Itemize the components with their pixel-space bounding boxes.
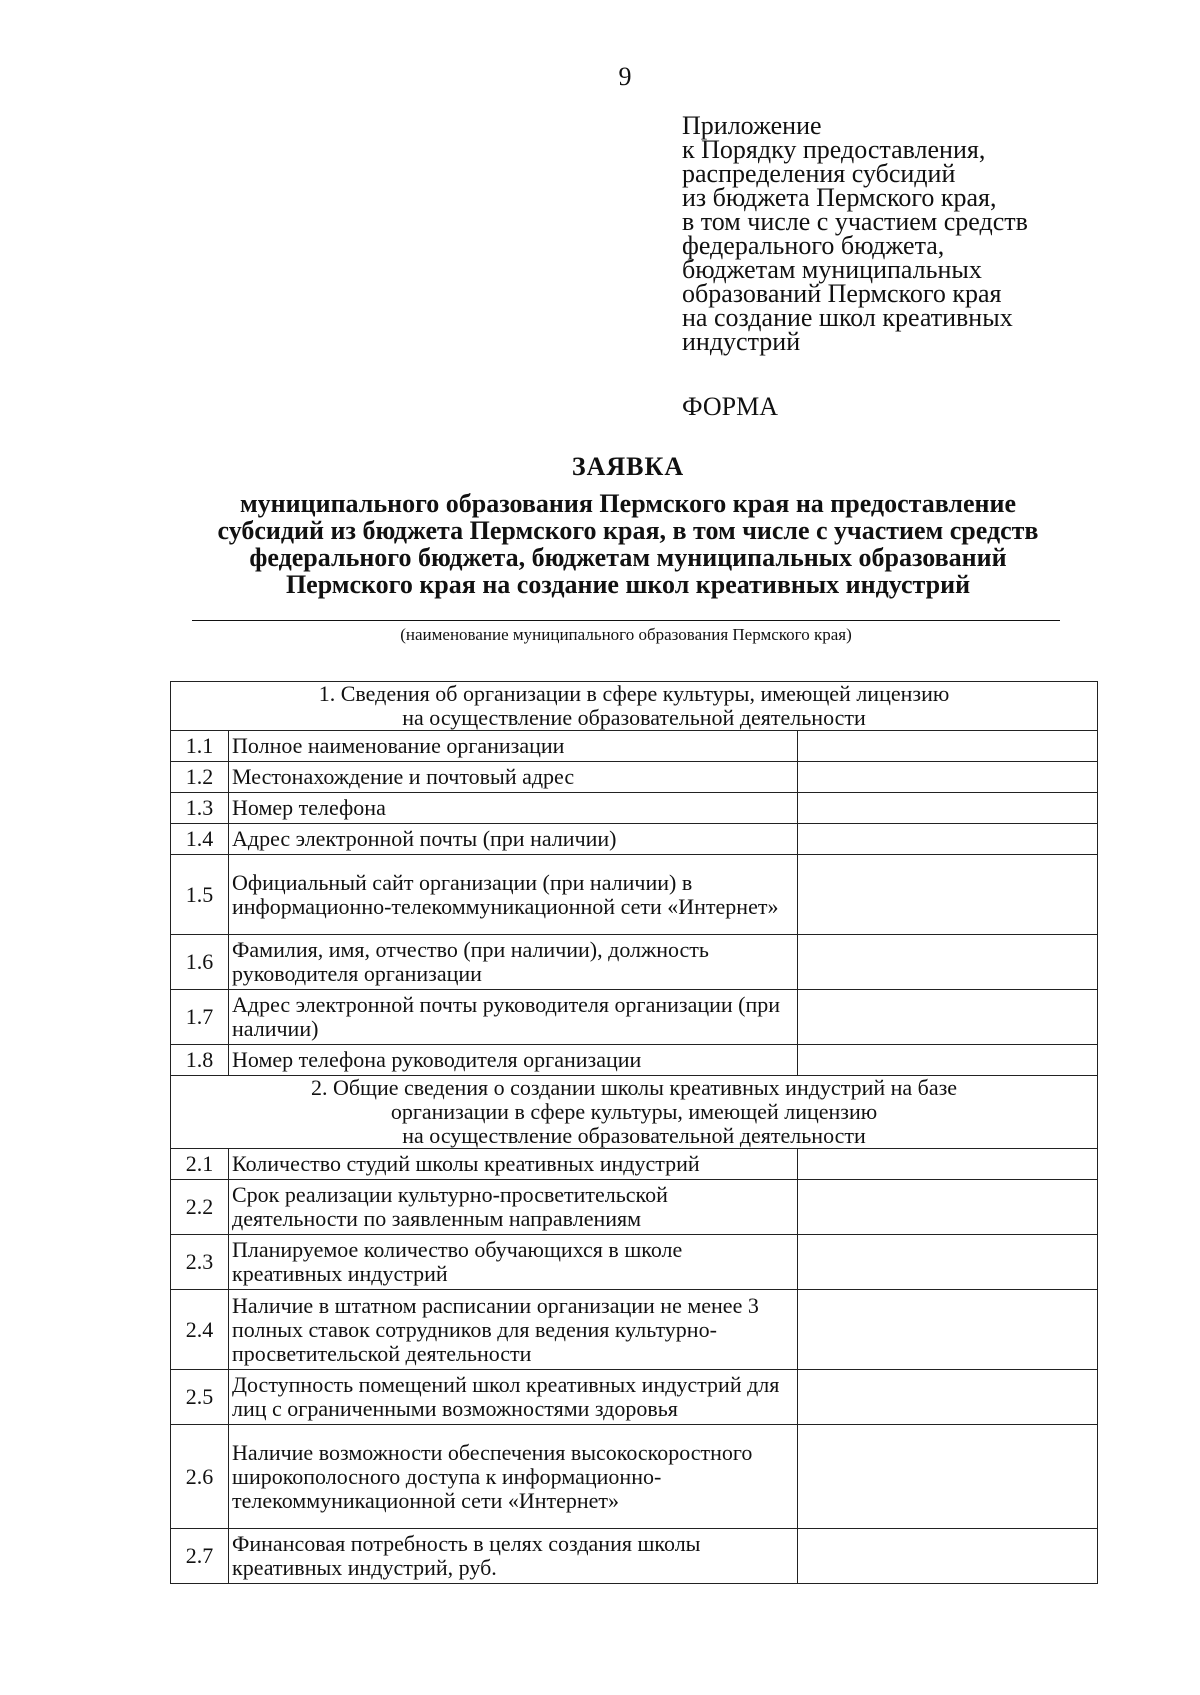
subtitle-line: федерального бюджета, бюджетам муниципальных образований xyxy=(249,543,1007,572)
row-value-cell[interactable] xyxy=(798,1045,1098,1076)
row-label: Местонахождение и почтовый адрес xyxy=(229,762,798,793)
row-label: Количество студий школы креативных индустрий xyxy=(229,1149,798,1180)
appendix-note xyxy=(682,111,1122,356)
row-value-cell[interactable] xyxy=(798,990,1098,1045)
subtitle-line: Пермского края на создание школ креативных индустрий xyxy=(285,570,971,599)
row-value-cell[interactable] xyxy=(798,1529,1098,1584)
row-label: Финансовая потребность в целях создания школы креативных индустрий, руб. xyxy=(229,1529,798,1584)
section1-heading xyxy=(171,682,1098,731)
row-label: Доступность помещений школ креативных индустрий для лиц с ограниченными возможностями здоровья xyxy=(229,1370,798,1425)
row-label: Номер телефона руководителя организации xyxy=(229,1045,798,1076)
table-row xyxy=(171,731,1098,762)
row-value-cell[interactable] xyxy=(798,1149,1098,1180)
row-number: 1.6 xyxy=(171,935,229,990)
row-value-cell[interactable] xyxy=(798,855,1098,935)
row-value-cell[interactable] xyxy=(798,1180,1098,1235)
table-row xyxy=(171,1149,1098,1180)
row-label: Адрес электронной почты (при наличии) xyxy=(229,824,798,855)
row-label: Полное наименование организации xyxy=(229,731,798,762)
row-value-cell[interactable] xyxy=(798,1370,1098,1425)
table-row xyxy=(171,1235,1098,1290)
row-label: Наличие возможности обеспечения высокоскоростного широкополосного доступа к информационно-телекоммуникационной сети «Интернет» xyxy=(229,1425,798,1529)
row-number: 2.1 xyxy=(171,1149,229,1180)
appendix-line: бюджетам муниципальных xyxy=(682,255,982,284)
row-number: 1.3 xyxy=(171,793,229,824)
row-number: 2.7 xyxy=(171,1529,229,1584)
row-number: 2.5 xyxy=(171,1370,229,1425)
table-row xyxy=(171,990,1098,1045)
table-row xyxy=(171,1529,1098,1584)
section-heading-row xyxy=(171,1076,1098,1149)
row-number: 1.7 xyxy=(171,990,229,1045)
section1-heading-line: 1. Сведения об организации в сфере культуры, имеющей лицензию xyxy=(318,681,950,706)
section-heading-row xyxy=(171,682,1098,731)
table-row xyxy=(171,855,1098,935)
row-number: 2.4 xyxy=(171,1290,229,1370)
row-value-cell[interactable] xyxy=(798,793,1098,824)
section2-heading-line: на осуществление образовательной деятельности xyxy=(402,1123,866,1148)
row-number: 1.5 xyxy=(171,855,229,935)
table-row xyxy=(171,762,1098,793)
table-row xyxy=(171,793,1098,824)
appendix-line: в том числе с участием средств xyxy=(682,207,1028,236)
row-number: 1.8 xyxy=(171,1045,229,1076)
row-label: Фамилия, имя, отчество (при наличии), должность руководителя организации xyxy=(229,935,798,990)
row-number: 1.4 xyxy=(171,824,229,855)
appendix-line: Приложение xyxy=(682,111,822,140)
row-number: 2.6 xyxy=(171,1425,229,1529)
row-label: Срок реализации культурно-просветительской деятельности по заявленным направлениям xyxy=(229,1180,798,1235)
page-number: 9 xyxy=(618,62,632,91)
section2-heading xyxy=(171,1076,1098,1149)
document-title: ЗАЯВКА xyxy=(571,452,685,481)
table-row xyxy=(171,824,1098,855)
appendix-line: на создание школ креативных xyxy=(682,303,1013,332)
section1-heading-line: на осуществление образовательной деятельности xyxy=(402,705,866,730)
row-value-cell[interactable] xyxy=(798,762,1098,793)
row-value-cell[interactable] xyxy=(798,731,1098,762)
section2-heading-line: организации в сфере культуры, имеющей лицензию xyxy=(390,1099,878,1124)
row-value-cell[interactable] xyxy=(798,935,1098,990)
row-label: Официальный сайт организации (при наличии) в информационно-телекоммуникационной сети «Интернет» xyxy=(229,855,798,935)
table-row xyxy=(171,1425,1098,1529)
table-row xyxy=(171,1370,1098,1425)
appendix-line: федерального бюджета, xyxy=(682,231,945,260)
row-number: 1.2 xyxy=(171,762,229,793)
row-label: Наличие в штатном расписании организации не менее 3 полных ставок сотрудников для ведения культурно-просветительской деятельности xyxy=(229,1290,798,1370)
subtitle-line: муниципального образования Пермского края на предоставление xyxy=(239,489,1017,518)
row-label: Номер телефона xyxy=(229,793,798,824)
application-form-table xyxy=(170,681,1098,1584)
row-value-cell[interactable] xyxy=(798,824,1098,855)
document-subtitle xyxy=(0,490,1200,598)
appendix-line: из бюджета Пермского края, xyxy=(682,183,997,212)
row-label: Планируемое количество обучающихся в школе креативных индустрий xyxy=(229,1235,798,1290)
municipality-name-caption: (наименование муниципального образования Пермского края) xyxy=(400,625,852,644)
row-number: 2.2 xyxy=(171,1180,229,1235)
row-number: 2.3 xyxy=(171,1235,229,1290)
row-value-cell[interactable] xyxy=(798,1425,1098,1529)
section2-heading-line: 2. Общие сведения о создании школы креативных индустрий на базе xyxy=(310,1075,958,1100)
row-label: Адрес электронной почты руководителя организации (при наличии) xyxy=(229,990,798,1045)
appendix-line: индустрий xyxy=(682,327,801,356)
municipality-name-field[interactable] xyxy=(192,620,1060,621)
appendix-line: распределения субсидий xyxy=(682,159,956,188)
subtitle-line: субсидий из бюджета Пермского края, в том числе с участием средств xyxy=(217,516,1039,545)
form-label: ФОРМА xyxy=(682,392,778,421)
row-value-cell[interactable] xyxy=(798,1290,1098,1370)
row-value-cell[interactable] xyxy=(798,1235,1098,1290)
appendix-line: к Порядку предоставления, xyxy=(682,135,986,164)
table-row xyxy=(171,1290,1098,1370)
table-row xyxy=(171,1045,1098,1076)
table-row xyxy=(171,935,1098,990)
appendix-line: образований Пермского края xyxy=(682,279,1002,308)
row-number: 1.1 xyxy=(171,731,229,762)
table-row xyxy=(171,1180,1098,1235)
